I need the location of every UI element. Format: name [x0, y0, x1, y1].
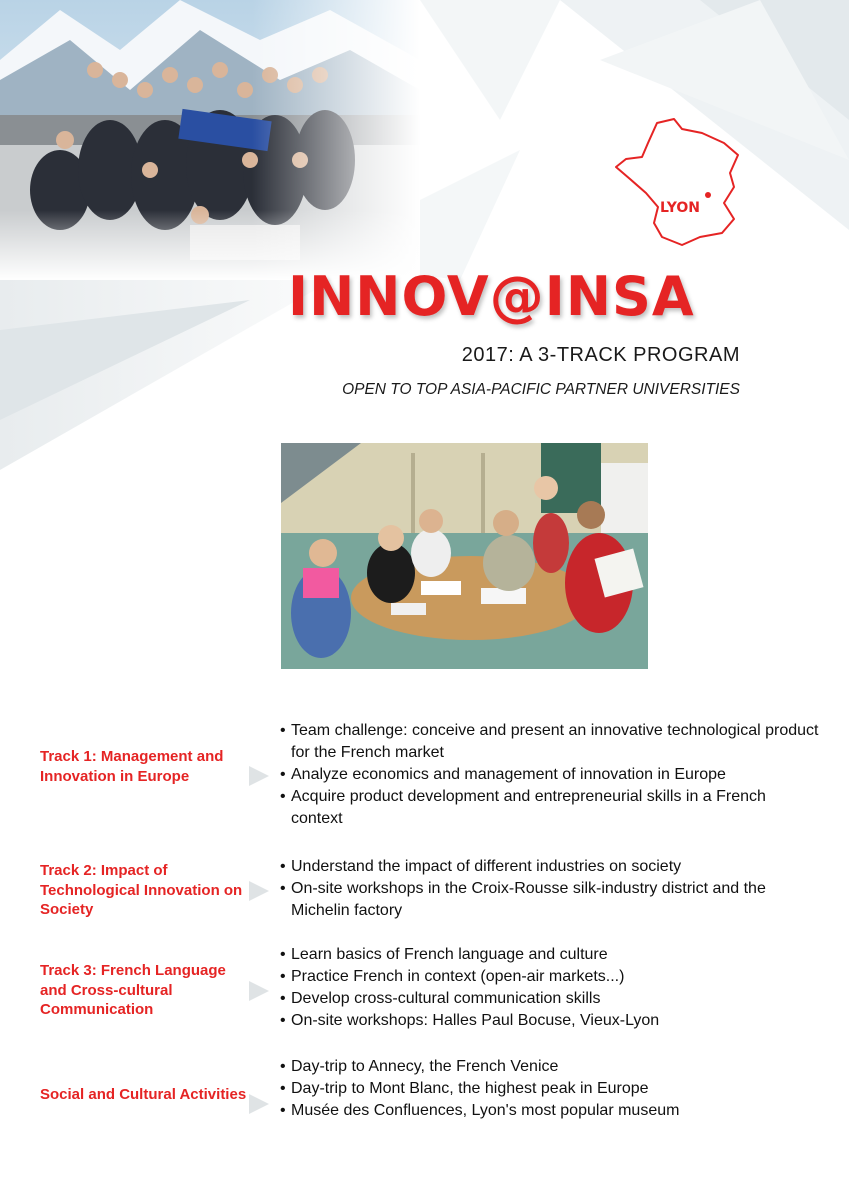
list-item: • Practice French in context (open-air markets...): [280, 966, 820, 988]
list-item: • Understand the impact of different industries on society: [280, 856, 820, 878]
list-item: • On-site workshops: Halles Paul Bocuse, Vieux-Lyon: [280, 1010, 820, 1032]
chevron-right-icon: [245, 1090, 273, 1118]
list-item: • Develop cross-cultural communication skills: [280, 988, 820, 1010]
track-1-bullets: [280, 720, 820, 830]
activities-title: Social and Cultural Activities: [40, 1086, 247, 1103]
list-item: • Acquire product development and entrepreneurial skills in a French context: [280, 786, 820, 830]
list-item: • Learn basics of French language and culture: [280, 944, 820, 966]
group-photo-mountain: [0, 0, 420, 280]
list-item: • Musée des Confluences, Lyon's most popular museum: [280, 1100, 820, 1122]
chevron-right-icon: [245, 877, 273, 905]
program-title: INNOV@INSA: [288, 265, 695, 328]
chevron-right-icon: [245, 762, 273, 790]
track-3-bullets: [280, 944, 820, 1032]
map-label-lyon: LYON: [660, 200, 700, 216]
list-item: • On-site workshops in the Croix-Rousse silk-industry district and the Michelin factory: [280, 878, 820, 922]
program-subtitle: 2017: A 3-TRACK PROGRAM: [461, 344, 740, 366]
chevron-right-icon: [245, 977, 273, 1005]
workshop-photo: [281, 443, 648, 669]
track-2-bullets: [280, 856, 820, 922]
program-tagline: OPEN TO TOP ASIA-PACIFIC PARTNER UNIVERSITIES: [342, 381, 740, 398]
list-item: • Day-trip to Annecy, the French Venice: [280, 1056, 820, 1078]
track-3-title: Track 3: French Language and Cross-cultural Communication: [40, 962, 226, 1018]
list-item: • Team challenge: conceive and present an innovative technological product for the French market: [280, 720, 820, 764]
list-item: • Analyze economics and management of innovation in Europe: [280, 764, 820, 786]
list-item: • Day-trip to Mont Blanc, the highest peak in Europe: [280, 1078, 820, 1100]
track-1-title: Track 1: Management and Innovation in Europe: [40, 748, 224, 785]
activities-bullets: [280, 1056, 820, 1122]
track-2-title: Track 2: Impact of Technological Innovation on Society: [40, 862, 243, 918]
france-map-icon: [612, 115, 747, 250]
